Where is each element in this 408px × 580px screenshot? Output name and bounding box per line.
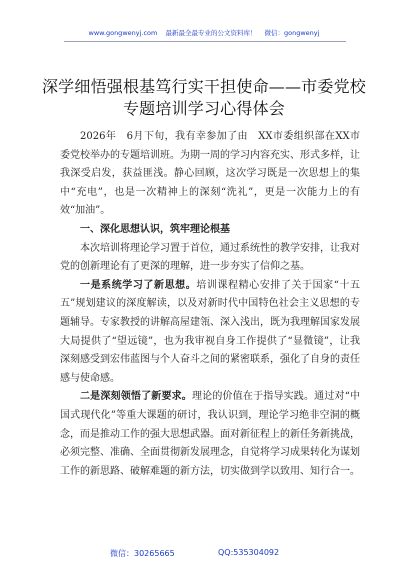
title-line-2: 专题培训学习心得体会 [122, 99, 285, 118]
website-link[interactable]: www.gongwenyj.com [88, 29, 158, 37]
point-1-lead: 一是系统学习了新思想。 [80, 279, 197, 291]
title-line-1: 深学细悟强根基笃行实干担使命——市委党校 [41, 77, 366, 96]
paragraph-intro: 2026年 6月下旬，我有幸参加了由 XX市委组织部在XX市委党校举办的专题培训班。为期一周的学习内容充实、形式多样，让我深受启发，获益匪浅。静心回顾，这次学习既是一次思想上的集中“充电”，也是一次精神上的深刻“洗礼”，更是一次能力上的有效“加油”。 [60, 131, 360, 217]
document-body [60, 128, 360, 481]
section-heading: 一、深化思想认识，筑牢理论根基 [80, 223, 230, 235]
paragraph-section-intro: 本次培训将理论学习置于首位，通过系统性的教学安排，让我对党的创新理论有了更深的理解，进一步夯实了信仰之基。 [60, 242, 360, 273]
header-divider [64, 41, 346, 42]
header-tagline: 最新最全最专业的公文资料库！ [165, 29, 257, 37]
point-2-text: 理论的价值在于指导实践。通过对“中国式现代化”等重大课题的研讨，我认识到，理论学习绝非空洞的概念，而是推动工作的强大思想武器。面对新征程上的新任务新挑战，必须完整、准确、全面贯彻新发展理念，自觉将学习成果转化为谋划工作的新思路、破解难题的新方法，切实做到学以致用、知行合一。 [60, 391, 361, 477]
point-2-lead: 二是深刻领悟了新要求。 [80, 391, 192, 403]
footer-qq: QQ:535304092 [218, 548, 280, 557]
paragraph-point-2 [60, 388, 360, 481]
footer-wechat: 微信：30265665 [110, 549, 175, 558]
header-wechat: 微信：gongwenyj [264, 29, 320, 37]
header-bar [0, 28, 408, 37]
paragraph-point-1 [60, 277, 360, 389]
point-1-text: 培训课程精心安排了关于国家“十五五”规划建议的深度解读，以及对新时代中国特色社会主义思想的专题辅导。专家教授的讲解高屋建瓴、深入浅出，既为我理解国家发展大局提供了“望远镜”，也为我审视自身工作提供了“显微镜”，让我深刻感受到宏伟蓝图与个人奋斗之间的紧密联系，强化了自身的责任感与使命感。 [60, 279, 360, 384]
document-title [30, 76, 378, 120]
